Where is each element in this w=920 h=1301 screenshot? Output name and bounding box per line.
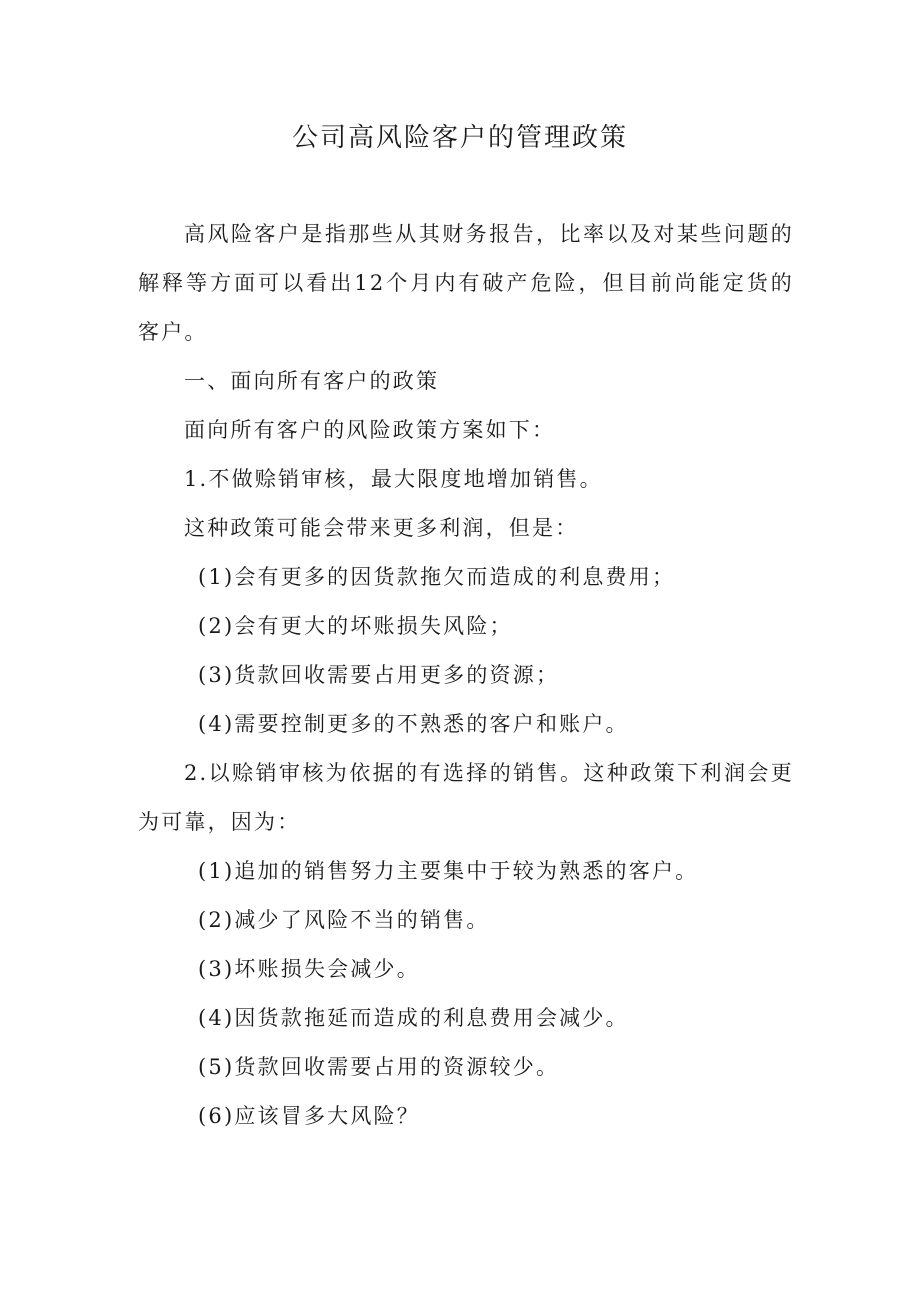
list-item: (2)会有更大的坏账损失风险； [198,614,513,638]
list-item: (1)追加的销售努力主要集中于较为熟悉的客户。 [198,859,699,883]
list-item: (1)会有更多的因货款拖欠而造成的利息费用； [198,565,676,589]
list-item: (4)因货款拖延而造成的利息费用会减少。 [198,1006,629,1030]
policy-item-1: 1.不做赊销审核，最大限度地增加销售。 [184,467,603,491]
list-item: (3)坏账损失会减少。 [198,957,420,981]
section-heading-1: 一、面向所有客户的政策 [184,369,440,393]
paragraph-intro: 面向所有客户的风险政策方案如下： [184,418,556,442]
list-item: (3)货款回收需要占用更多的资源； [198,663,560,687]
document-body [138,210,794,1141]
list-item: (5)货款回收需要占用的资源较少。 [198,1055,560,1079]
document-title: 公司高风险客户的管理政策 [291,123,628,153]
paragraph-definition: 高风险客户是指那些从其财务报告，比率以及对某些问题的解释等方面可以看出12个月内有破产危险，但目前尚能定货的客户。 [138,222,794,344]
policy-item-2: 2.以赊销审核为依据的有选择的销售。这种政策下利润会更为可靠，因为： [138,761,794,834]
list-item: (2)减少了风险不当的销售。 [198,908,490,932]
paragraph-policy-1-note: 这种政策可能会带来更多利润，但是： [184,516,579,540]
list-item: (4)需要控制更多的不熟悉的客户和账户。 [198,712,629,736]
list-item: (6)应该冒多大风险？ [198,1104,420,1128]
